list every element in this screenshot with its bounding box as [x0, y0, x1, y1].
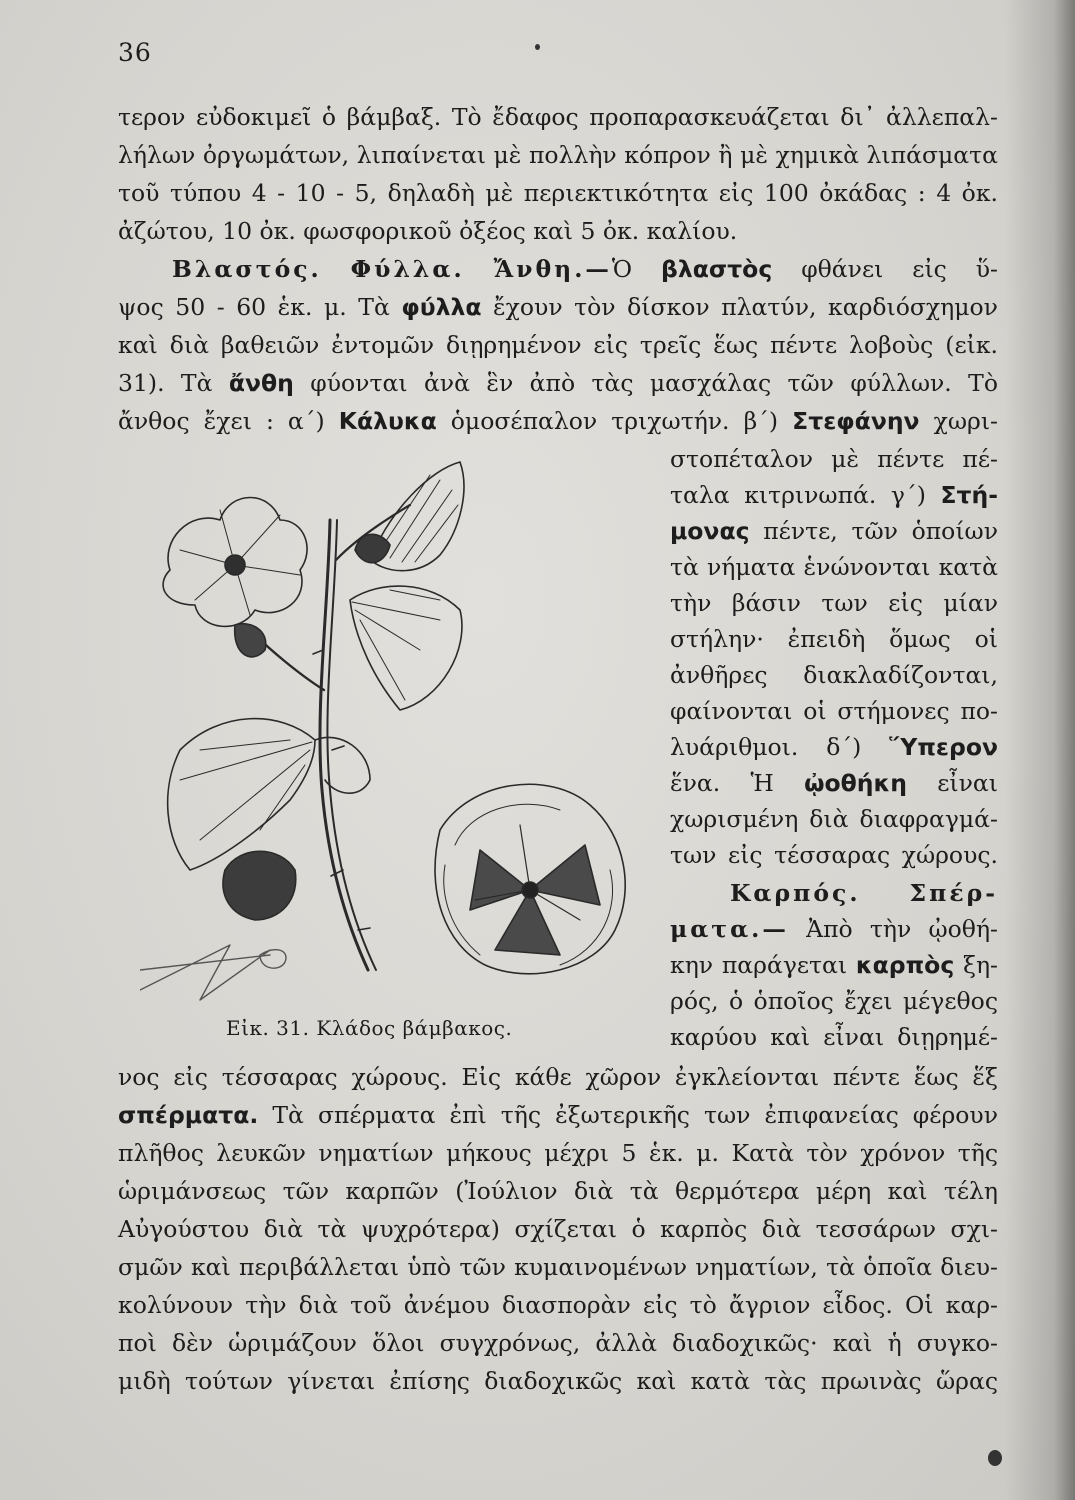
bold-term: Κάλυκα	[338, 407, 437, 435]
text-line: σμῶν καὶ περιβάλλεται ὑπὸ τῶν κυμαινομένων νηματίων, τὰ ὁποῖα διευ-	[118, 1253, 998, 1281]
page-number: 36	[118, 38, 152, 67]
text-line: ἀνθῆρες διακλαδίζονται,	[670, 661, 998, 689]
text-line: κολύνουν τὴν διὰ τοῦ ἀνέμου διασπορὰν εἰς τὸ ἄγριον εἶδος. Οἱ καρ-	[118, 1291, 998, 1319]
text-line: ἕνα. Ἡ ᾠοθήκη εἶναι	[670, 769, 998, 797]
text-line: τερον εὐδοκιμεῖ ὁ βάμβαξ. Τὸ ἔδαφος προπαρασκευάζεται δι᾽ ἀλλεπαλ-	[118, 103, 998, 131]
text-line: 31). Τὰ ἄνθη φύονται ἀνὰ ἓν ἀπὸ τὰς μασχάλας τῶν φύλλων. Τὸ	[118, 369, 998, 397]
text-line: στοπέταλον μὲ πέντε πέ-	[670, 445, 998, 473]
heading-karpos: Καρπός. Σπέρ-	[730, 879, 998, 907]
bold-term: Ὕπερον	[889, 733, 998, 761]
text-line: νος εἰς τέσσαρας χώρους. Εἰς κάθε χῶρον ἐγκλείονται πέντε ἕως ἕξ	[118, 1063, 998, 1091]
bold-term: σπέρματα.	[118, 1101, 259, 1129]
bold-term: καρπὸς	[855, 951, 955, 979]
text-line: μιδὴ τούτων γίνεται ἐπίσης διαδοχικῶς καὶ κατὰ τὰς πρωινὰς ὥρας	[118, 1367, 998, 1395]
bold-term: μονας	[670, 517, 750, 545]
text-line: πλῆθος λευκῶν νηματίων μήκους μέχρι 5 ἑκ. μ. Κατὰ τὸν χρόνον τῆς	[118, 1139, 998, 1167]
text-line: ματα.— Ἀπὸ τὴν ᾠοθή-	[670, 915, 998, 943]
heading-spermata: ματα.—	[670, 915, 789, 943]
text-line: ποὶ δὲν ὡριμάζουν ὅλοι συγχρόνως, ἀλλὰ διαδοχικῶς· καὶ ἡ συγκο-	[118, 1329, 998, 1357]
bold-term: βλαστὸς	[661, 255, 773, 283]
text-line: ἄνθος ἔχει : α΄) Κάλυκα ὁμοσέπαλον τριχωτήν. β΄) Στεφάνην χωρι-	[118, 407, 998, 435]
text-line: ρός, ὁ ὁποῖος ἔχει μέγεθος	[670, 987, 998, 1015]
bold-term: Στή-	[940, 481, 998, 509]
bold-term: ᾠοθήκη	[804, 769, 907, 797]
text-line: κην παράγεται καρπὸς ξη-	[670, 951, 998, 979]
text-line: ψος 50 - 60 ἑκ. μ. Τὰ φύλλα ἔχουν τὸν δίσκον πλατύν, καρδιόσχημον	[118, 293, 998, 321]
text-line: τὴν βάσιν των εἰς μίαν	[670, 589, 998, 617]
bold-term: ἄνθη	[228, 369, 294, 397]
text-line: μονας πέντε, τῶν ὁποίων	[670, 517, 998, 545]
text-line: σπέρματα. Τὰ σπέρματα ἐπὶ τῆς ἐξωτερικῆς των ἐπιφανείας φέρουν	[118, 1101, 998, 1129]
text-line: φαίνονται οἱ στήμονες πο-	[670, 697, 998, 725]
heading-fylla: Φύλλα.	[350, 255, 465, 283]
text-line: τοῦ τύπου 4 - 10 - 5, δηλαδὴ μὲ περιεκτικότητα εἰς 100 ὀκάδας : 4 ὀκ.	[118, 179, 998, 207]
bold-term: Στεφάνην	[792, 407, 920, 435]
text-line: καὶ διὰ βαθειῶν ἐντομῶν διῃρημένον εἰς τρεῖς ἕως πέντε λοβοὺς (εἰκ.	[118, 331, 998, 359]
text-line: ταλα κιτρινωπά. γ΄) Στή-	[670, 481, 998, 509]
ink-speck	[535, 44, 540, 50]
text-line: τὰ νήματα ἑνώνονται κατὰ	[670, 553, 998, 581]
bold-term: φύλλα	[401, 293, 482, 321]
text-line: λήλων ὀργωμάτων, λιπαίνεται μὲ πολλὴν κόπρον ἢ μὲ χημικὰ λιπάσματα	[118, 141, 998, 169]
text-line: ἀζώτου, 10 ὀκ. φωσφορικοῦ ὀξέος καὶ 5 ὀκ. καλίου.	[118, 217, 738, 245]
text-line: των εἰς τέσσαρας χώρους.	[670, 841, 998, 869]
text-line: Βλαστός. Φύλλα. Ἄνθη.—Ὁ βλαστὸς φθάνει εἰς ὕ-	[172, 255, 998, 283]
text-line: λυάριθμοι. δ΄) Ὕπερον	[670, 733, 998, 761]
text-line: Αὐγούστου διὰ τὰ ψυχρότερα) σχίζεται ὁ καρπὸς διὰ τεσσάρων σχι-	[118, 1215, 998, 1243]
heading-anthi: Ἄνθη.—	[493, 255, 612, 283]
text-line: στήλην· ἐπειδὴ ὅμως οἱ	[670, 625, 998, 653]
text-line: χωρισμένη διὰ διαφραγμά-	[670, 805, 998, 833]
page-edge-shadow	[1005, 0, 1075, 1500]
text-line: καρύου καὶ εἶναι διῃρημέ-	[670, 1023, 998, 1051]
heading-blastos: Βλαστός.	[172, 255, 322, 283]
figure-caption: Εἰκ. 31. Κλάδος βάμβακος.	[226, 1016, 513, 1040]
cotton-branch-illustration	[140, 450, 640, 1070]
text-line: ὡριμάνσεως τῶν καρπῶν (Ἰούλιον διὰ τὰ θερμότερα μέρη καὶ τέλη	[118, 1177, 998, 1205]
ink-speck	[988, 1450, 1002, 1466]
